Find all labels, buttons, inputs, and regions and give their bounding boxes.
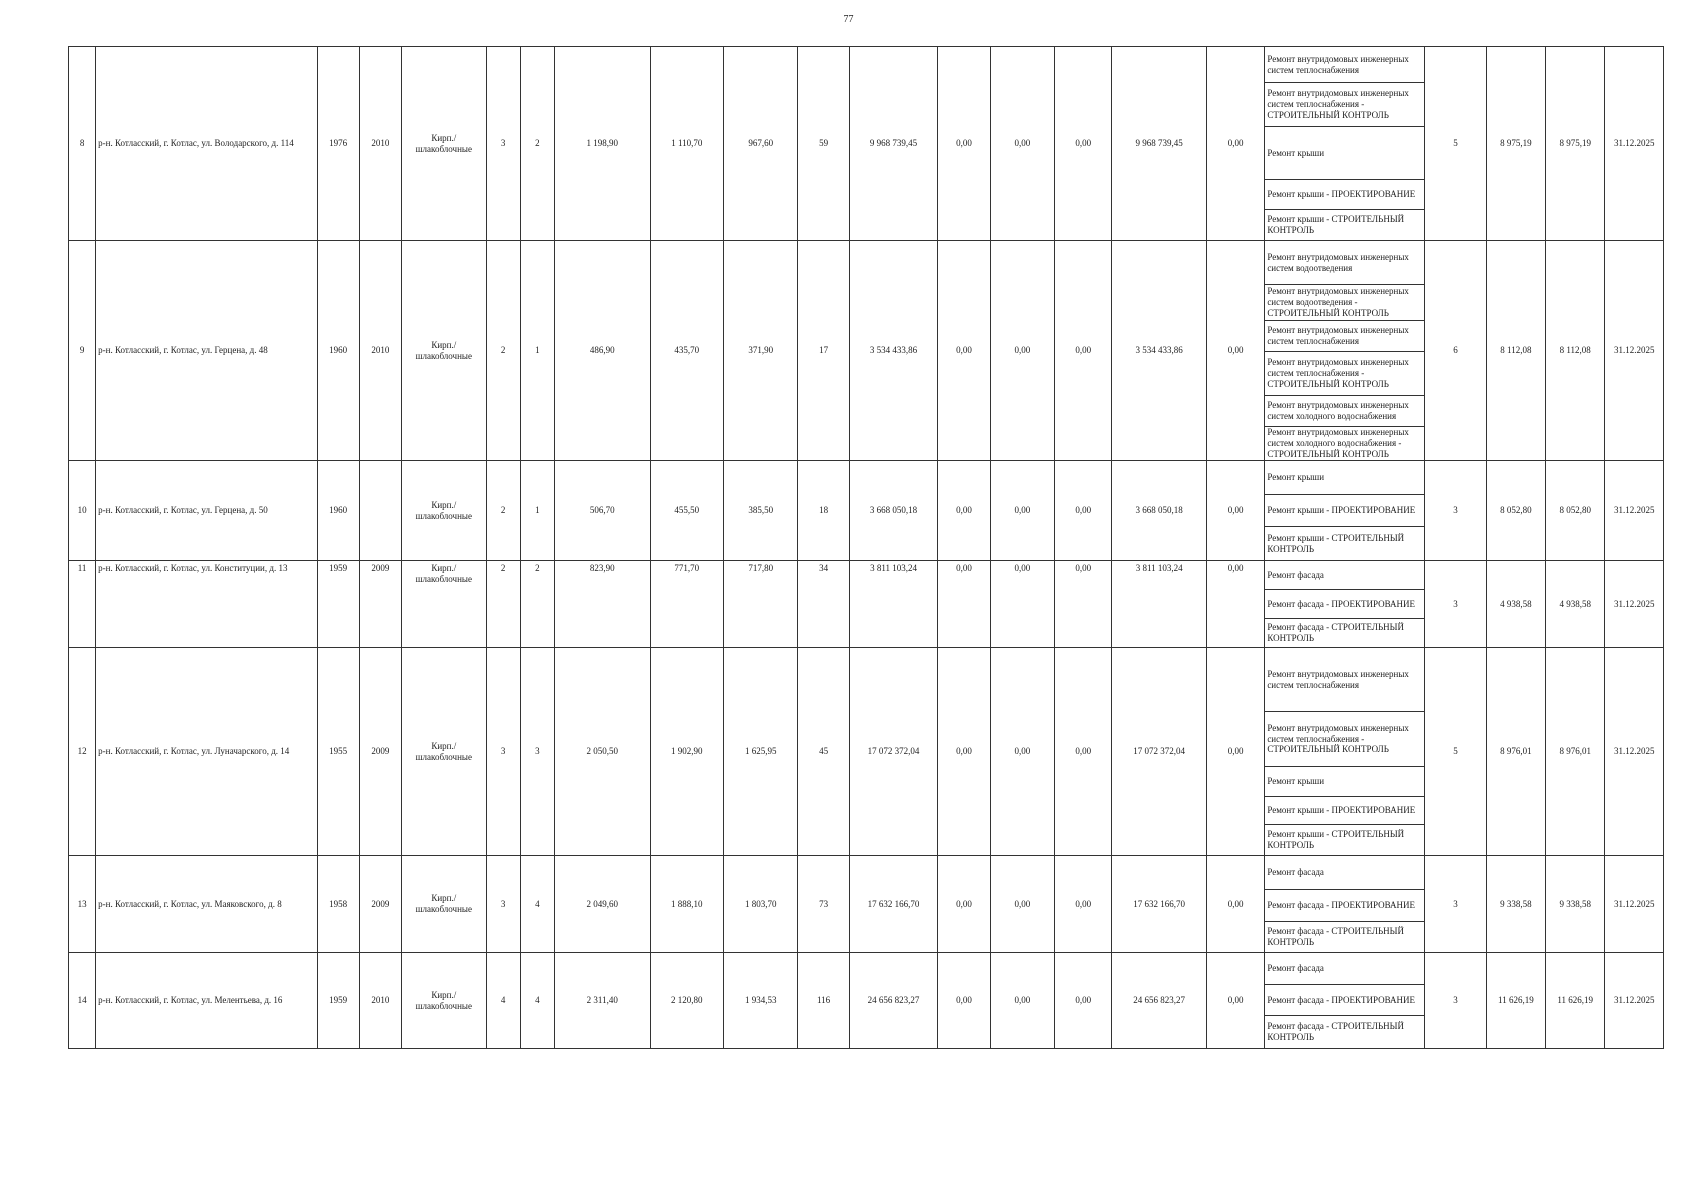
cell-year-built: 1958 — [317, 856, 359, 953]
cell-entrances: 1 — [520, 241, 554, 461]
cell-year-repair: 2010 — [359, 241, 401, 461]
cell-work-type: Ремонт фасада - СТРОИТЕЛЬНЫЙ КОНТРОЛЬ — [1265, 1016, 1425, 1049]
cell-work-type: Ремонт внутридомовых инженерных систем водоотведения - СТРОИТЕЛЬНЫЙ КОНТРОЛЬ — [1265, 285, 1425, 321]
cell-floors: 2 — [486, 241, 520, 461]
cell-year-built: 1959 — [317, 953, 359, 1049]
cell-residents: 18 — [798, 461, 849, 561]
cell-wcount: 5 — [1425, 47, 1486, 241]
cell-wcount: 5 — [1425, 648, 1486, 856]
cell-entrances: 4 — [520, 856, 554, 953]
cell-area-living: 1 902,90 — [650, 648, 723, 856]
cell-other: 0,00 — [1206, 561, 1264, 648]
cell-area-residential: 1 934,53 — [724, 953, 798, 1049]
cell-area-residential: 967,60 — [724, 47, 798, 241]
cell-area-total: 1 198,90 — [554, 47, 650, 241]
cell-residents: 45 — [798, 648, 849, 856]
cell-limit-cost: 8 976,01 — [1546, 648, 1605, 856]
cell-floors: 2 — [486, 461, 520, 561]
cell-walls: Кирп./ шлакоблочные — [402, 461, 487, 561]
cell-residents: 34 — [798, 561, 849, 648]
cell-area-residential: 385,50 — [724, 461, 798, 561]
cell-year-built: 1960 — [317, 241, 359, 461]
cell-year-repair: 2009 — [359, 856, 401, 953]
cell-address: р-н. Котласский, г. Котлас, ул. Мелентьева, д. 16 — [96, 953, 317, 1049]
cell-year-repair — [359, 461, 401, 561]
cell-num: 12 — [69, 648, 96, 856]
cell-entrances: 3 — [520, 648, 554, 856]
capital-repair-table — [68, 46, 1664, 1049]
cell-work-type: Ремонт внутридомовых инженерных систем теплоснабжения - СТРОИТЕЛЬНЫЙ КОНТРОЛЬ — [1265, 712, 1425, 767]
cell-floors: 3 — [486, 856, 520, 953]
cell-residents: 73 — [798, 856, 849, 953]
cell-year-repair: 2010 — [359, 953, 401, 1049]
cell-area-residential: 1 625,95 — [724, 648, 798, 856]
cell-work-type: Ремонт крыши - ПРОЕКТИРОВАНИЕ — [1265, 180, 1425, 210]
cell-residents: 17 — [798, 241, 849, 461]
cell-wcount: 3 — [1425, 461, 1486, 561]
cell-residents: 59 — [798, 47, 849, 241]
cell-owners: 3 811 103,24 — [1112, 561, 1207, 648]
cell-work-type: Ремонт крыши - ПРОЕКТИРОВАНИЕ — [1265, 797, 1425, 825]
cell-wcount: 3 — [1425, 953, 1486, 1049]
cell-address: р-н. Котласский, г. Котлас, ул. Конституции, д. 13 — [96, 561, 317, 648]
cell-fund: 0,00 — [938, 648, 990, 856]
cell-other: 0,00 — [1206, 47, 1264, 241]
cell-local: 0,00 — [1055, 648, 1112, 856]
cell-address: р-н. Котласский, г. Котлас, ул. Володарского, д. 114 — [96, 47, 317, 241]
cell-regional: 0,00 — [990, 856, 1054, 953]
cell-cost-total: 3 668 050,18 — [849, 461, 938, 561]
cell-num: 13 — [69, 856, 96, 953]
cell-area-living: 1 888,10 — [650, 856, 723, 953]
cell-fund: 0,00 — [938, 856, 990, 953]
cell-work-type: Ремонт внутридомовых инженерных систем теплоснабжения - СТРОИТЕЛЬНЫЙ КОНТРОЛЬ — [1265, 83, 1425, 127]
cell-floors: 3 — [486, 47, 520, 241]
cell-address: р-н. Котласский, г. Котлас, ул. Герцена, д. 50 — [96, 461, 317, 561]
cell-unit-cost: 9 338,58 — [1486, 856, 1545, 953]
cell-area-total: 823,90 — [554, 561, 650, 648]
cell-walls: Кирп./ шлакоблочные — [402, 648, 487, 856]
cell-wcount: 3 — [1425, 561, 1486, 648]
cell-work-type: Ремонт крыши - СТРОИТЕЛЬНЫЙ КОНТРОЛЬ — [1265, 825, 1425, 856]
table-row — [69, 648, 1664, 712]
cell-owners: 9 968 739,45 — [1112, 47, 1207, 241]
cell-unit-cost: 8 052,80 — [1486, 461, 1545, 561]
cell-fund: 0,00 — [938, 953, 990, 1049]
cell-area-living: 2 120,80 — [650, 953, 723, 1049]
cell-fund: 0,00 — [938, 461, 990, 561]
cell-local: 0,00 — [1055, 856, 1112, 953]
cell-deadline: 31.12.2025 — [1605, 648, 1664, 856]
cell-area-residential: 1 803,70 — [724, 856, 798, 953]
cell-regional: 0,00 — [990, 953, 1054, 1049]
cell-other: 0,00 — [1206, 241, 1264, 461]
cell-address: р-н. Котласский, г. Котлас, ул. Герцена, д. 48 — [96, 241, 317, 461]
table-row — [69, 953, 1664, 985]
cell-cost-total: 3 534 433,86 — [849, 241, 938, 461]
cell-deadline: 31.12.2025 — [1605, 856, 1664, 953]
cell-unit-cost: 11 626,19 — [1486, 953, 1545, 1049]
cell-fund: 0,00 — [938, 561, 990, 648]
cell-walls: Кирп./ шлакоблочные — [402, 561, 487, 648]
cell-work-type: Ремонт фасада — [1265, 953, 1425, 985]
cell-work-type: Ремонт внутридомовых инженерных систем водоотведения — [1265, 241, 1425, 285]
cell-num: 14 — [69, 953, 96, 1049]
cell-regional: 0,00 — [990, 461, 1054, 561]
cell-address: р-н. Котласский, г. Котлас, ул. Луначарского, д. 14 — [96, 648, 317, 856]
cell-year-repair: 2010 — [359, 47, 401, 241]
cell-area-residential: 717,80 — [724, 561, 798, 648]
cell-work-type: Ремонт крыши - ПРОЕКТИРОВАНИЕ — [1265, 495, 1425, 527]
cell-regional: 0,00 — [990, 561, 1054, 648]
cell-year-built: 1976 — [317, 47, 359, 241]
cell-other: 0,00 — [1206, 856, 1264, 953]
cell-work-type: Ремонт фасада - ПРОЕКТИРОВАНИЕ — [1265, 590, 1425, 619]
cell-wcount: 3 — [1425, 856, 1486, 953]
cell-deadline: 31.12.2025 — [1605, 241, 1664, 461]
cell-fund: 0,00 — [938, 241, 990, 461]
cell-deadline: 31.12.2025 — [1605, 47, 1664, 241]
cell-unit-cost: 8 975,19 — [1486, 47, 1545, 241]
cell-year-repair: 2009 — [359, 561, 401, 648]
cell-deadline: 31.12.2025 — [1605, 461, 1664, 561]
cell-cost-total: 17 072 372,04 — [849, 648, 938, 856]
cell-cost-total: 9 968 739,45 — [849, 47, 938, 241]
cell-work-type: Ремонт крыши — [1265, 767, 1425, 797]
cell-regional: 0,00 — [990, 47, 1054, 241]
cell-regional: 0,00 — [990, 648, 1054, 856]
cell-year-built: 1959 — [317, 561, 359, 648]
cell-deadline: 31.12.2025 — [1605, 953, 1664, 1049]
cell-walls: Кирп./ шлакоблочные — [402, 241, 487, 461]
cell-limit-cost: 9 338,58 — [1546, 856, 1605, 953]
cell-walls: Кирп./ шлакоблочные — [402, 856, 487, 953]
cell-work-type: Ремонт внутридомовых инженерных систем теплоснабжения - СТРОИТЕЛЬНЫЙ КОНТРОЛЬ — [1265, 352, 1425, 396]
cell-year-built: 1955 — [317, 648, 359, 856]
cell-owners: 3 534 433,86 — [1112, 241, 1207, 461]
table-row — [69, 461, 1664, 495]
cell-area-living: 771,70 — [650, 561, 723, 648]
cell-owners: 17 072 372,04 — [1112, 648, 1207, 856]
table-row — [69, 241, 1664, 285]
cell-wcount: 6 — [1425, 241, 1486, 461]
cell-work-type: Ремонт крыши — [1265, 127, 1425, 180]
table-row — [69, 856, 1664, 890]
cell-other: 0,00 — [1206, 648, 1264, 856]
cell-work-type: Ремонт крыши — [1265, 461, 1425, 495]
cell-work-type: Ремонт внутридомовых инженерных систем теплоснабжения — [1265, 321, 1425, 352]
cell-work-type: Ремонт внутридомовых инженерных систем теплоснабжения — [1265, 648, 1425, 712]
cell-area-residential: 371,90 — [724, 241, 798, 461]
cell-area-living: 435,70 — [650, 241, 723, 461]
cell-deadline: 31.12.2025 — [1605, 561, 1664, 648]
cell-regional: 0,00 — [990, 241, 1054, 461]
cell-cost-total: 24 656 823,27 — [849, 953, 938, 1049]
cell-area-total: 2 311,40 — [554, 953, 650, 1049]
cell-num: 9 — [69, 241, 96, 461]
cell-local: 0,00 — [1055, 461, 1112, 561]
cell-entrances: 2 — [520, 47, 554, 241]
cell-limit-cost: 8 975,19 — [1546, 47, 1605, 241]
cell-entrances: 1 — [520, 461, 554, 561]
cell-other: 0,00 — [1206, 461, 1264, 561]
cell-work-type: Ремонт внутридомовых инженерных систем холодного водоснабжения - СТРОИТЕЛЬНЫЙ КОНТРОЛЬ — [1265, 427, 1425, 461]
cell-unit-cost: 8 112,08 — [1486, 241, 1545, 461]
cell-work-type: Ремонт фасада - СТРОИТЕЛЬНЫЙ КОНТРОЛЬ — [1265, 922, 1425, 953]
cell-local: 0,00 — [1055, 47, 1112, 241]
cell-entrances: 2 — [520, 561, 554, 648]
cell-year-built: 1960 — [317, 461, 359, 561]
cell-num: 11 — [69, 561, 96, 648]
cell-owners: 3 668 050,18 — [1112, 461, 1207, 561]
cell-local: 0,00 — [1055, 561, 1112, 648]
cell-address: р-н. Котласский, г. Котлас, ул. Маяковского, д. 8 — [96, 856, 317, 953]
cell-entrances: 4 — [520, 953, 554, 1049]
cell-owners: 24 656 823,27 — [1112, 953, 1207, 1049]
cell-work-type: Ремонт фасада - ПРОЕКТИРОВАНИЕ — [1265, 890, 1425, 922]
cell-other: 0,00 — [1206, 953, 1264, 1049]
cell-area-total: 506,70 — [554, 461, 650, 561]
cell-cost-total: 3 811 103,24 — [849, 561, 938, 648]
cell-area-living: 1 110,70 — [650, 47, 723, 241]
cell-area-living: 455,50 — [650, 461, 723, 561]
cell-area-total: 486,90 — [554, 241, 650, 461]
cell-work-type: Ремонт внутридомовых инженерных систем холодного водоснабжения — [1265, 396, 1425, 427]
cell-unit-cost: 4 938,58 — [1486, 561, 1545, 648]
cell-work-type: Ремонт фасада — [1265, 856, 1425, 890]
cell-walls: Кирп./ шлакоблочные — [402, 47, 487, 241]
cell-work-type: Ремонт крыши - СТРОИТЕЛЬНЫЙ КОНТРОЛЬ — [1265, 527, 1425, 561]
cell-limit-cost: 8 052,80 — [1546, 461, 1605, 561]
cell-limit-cost: 11 626,19 — [1546, 953, 1605, 1049]
cell-work-type: Ремонт крыши - СТРОИТЕЛЬНЫЙ КОНТРОЛЬ — [1265, 210, 1425, 241]
cell-fund: 0,00 — [938, 47, 990, 241]
cell-work-type: Ремонт фасада - СТРОИТЕЛЬНЫЙ КОНТРОЛЬ — [1265, 619, 1425, 648]
cell-limit-cost: 8 112,08 — [1546, 241, 1605, 461]
table-row — [69, 561, 1664, 590]
cell-work-type: Ремонт внутридомовых инженерных систем теплоснабжения — [1265, 47, 1425, 83]
cell-floors: 3 — [486, 648, 520, 856]
table-row — [69, 47, 1664, 83]
table-body — [69, 47, 1664, 1049]
page-number: 77 — [843, 14, 854, 25]
cell-residents: 116 — [798, 953, 849, 1049]
cell-work-type: Ремонт фасада — [1265, 561, 1425, 590]
cell-local: 0,00 — [1055, 953, 1112, 1049]
cell-year-repair: 2009 — [359, 648, 401, 856]
cell-work-type: Ремонт фасада - ПРОЕКТИРОВАНИЕ — [1265, 985, 1425, 1016]
cell-walls: Кирп./ шлакоблочные — [402, 953, 487, 1049]
cell-local: 0,00 — [1055, 241, 1112, 461]
cell-cost-total: 17 632 166,70 — [849, 856, 938, 953]
cell-area-total: 2 049,60 — [554, 856, 650, 953]
cell-limit-cost: 4 938,58 — [1546, 561, 1605, 648]
cell-area-total: 2 050,50 — [554, 648, 650, 856]
cell-owners: 17 632 166,70 — [1112, 856, 1207, 953]
cell-num: 10 — [69, 461, 96, 561]
cell-floors: 4 — [486, 953, 520, 1049]
cell-unit-cost: 8 976,01 — [1486, 648, 1545, 856]
cell-num: 8 — [69, 47, 96, 241]
cell-floors: 2 — [486, 561, 520, 648]
